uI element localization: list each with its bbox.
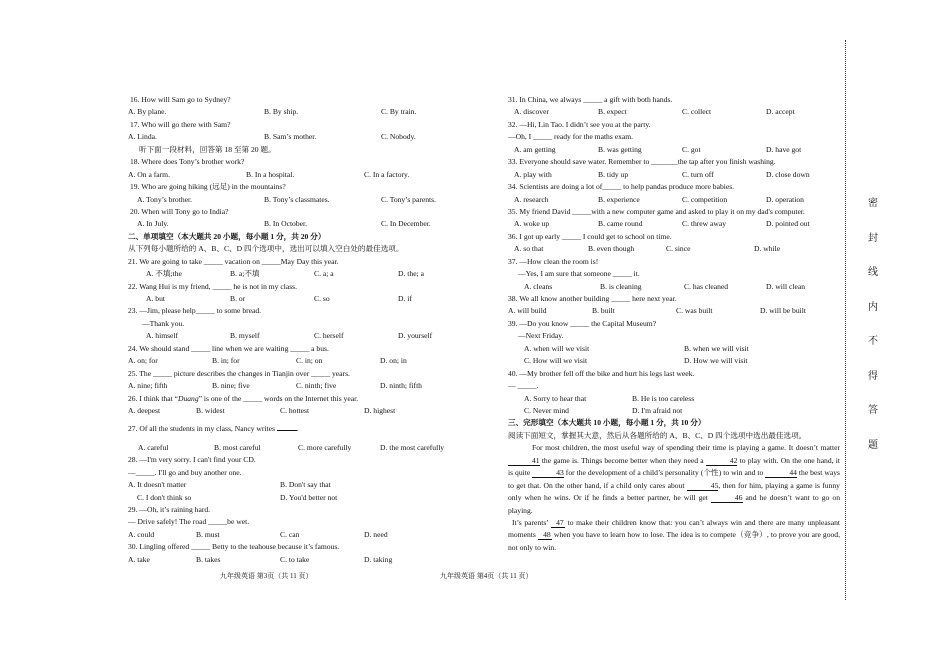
- option-d: D. operation: [766, 194, 804, 204]
- question-stem: 24. We should stand _____ line when we are waiting _____ a bus.: [128, 343, 329, 353]
- option-d: D. yourself: [398, 331, 433, 341]
- option-a: A. nine; fifth: [128, 381, 168, 391]
- option-c: C. Tony’s parents.: [381, 194, 437, 204]
- option-b: B. when we will visit: [684, 343, 749, 353]
- option-c: C. herself: [314, 331, 344, 341]
- option-a: A. himself: [146, 331, 179, 341]
- cloze-blank-46: 46: [711, 493, 743, 503]
- stem-text: 27. Of all the students in my class, Nancy writes: [128, 424, 275, 434]
- seal-dotted-line: [845, 40, 848, 600]
- seal-line-notice: [866, 194, 880, 470]
- question-stem: 21. We are going to take _____ vacation on _____May Day this year.: [128, 256, 339, 266]
- question-options: [128, 442, 473, 454]
- question-stem: 23. —Jim, please help_____ to some bread.: [128, 306, 262, 316]
- option-c: C. more carefully: [298, 442, 352, 452]
- question-stem: 34. Scientists are doing a lot of_____ to help pandas produce more babies.: [508, 182, 735, 192]
- option-b: B. in; for: [212, 356, 240, 366]
- question-options: [128, 355, 473, 367]
- question-stem-line2: —Thank you.: [142, 318, 185, 328]
- question-options: [508, 169, 840, 181]
- option-b: B. was getting: [598, 144, 642, 154]
- option-d: D. close down: [766, 169, 810, 179]
- question-stem: 40. —My brother fell off the bike and hurt his legs last week.: [508, 368, 695, 378]
- option-c: C. got: [682, 144, 701, 154]
- question-options: [128, 106, 473, 118]
- question-stem: [128, 393, 473, 405]
- option-a: A. By plane.: [128, 107, 167, 117]
- question-options: [508, 194, 840, 206]
- option-d: D. ninth; fifth: [380, 381, 422, 391]
- option-b: B. Sam’s mother.: [264, 132, 317, 142]
- option-d: D. How we will visit: [684, 356, 748, 366]
- option-c: C. in; on: [296, 356, 323, 366]
- option-b: B. expect: [598, 107, 627, 117]
- question-options: [128, 194, 473, 206]
- seal-char: 线: [868, 267, 878, 278]
- question-options: [128, 131, 473, 143]
- question-options: [128, 293, 473, 305]
- option-d: D. on; in: [380, 356, 407, 366]
- question-stem: 37. —How clean the room is!: [508, 256, 599, 266]
- option-b: B. In October.: [264, 219, 308, 229]
- question-options: [508, 305, 840, 317]
- cloze-blank-42: 42: [706, 456, 738, 466]
- question-stem: 28. —I'm very sorry. I can't find your CD.: [128, 455, 256, 465]
- option-a: A. Tony’s brother.: [137, 194, 193, 204]
- option-d: D. will be built: [760, 306, 806, 316]
- question-stem: 39. —Do you know _____ the Capital Museum?: [508, 318, 657, 328]
- page-footer-right: 九年级英语 第4页（共 11 页）: [440, 572, 533, 580]
- option-b: B. a;不填: [230, 269, 260, 279]
- option-d: D. will clean: [766, 281, 806, 291]
- question-stem: 17. Who will go there with Sam?: [130, 119, 231, 129]
- seal-char: 不: [868, 336, 878, 347]
- option-d: D. the; a: [398, 269, 424, 279]
- option-c: C. was built: [676, 306, 713, 316]
- option-c: C. competition: [682, 194, 728, 204]
- option-a: A. Sorry to hear that: [524, 393, 587, 403]
- question-stem-line2: — Drive safely! The road _____be wet.: [128, 517, 250, 527]
- option-b: B. Tony’s classmates.: [264, 194, 330, 204]
- option-c: C. so: [314, 294, 330, 303]
- option-c: C. threw away: [682, 219, 727, 229]
- option-a: A. woke up: [514, 219, 550, 229]
- option-c: C. a; a: [314, 269, 334, 279]
- question-stem: 31. In China, we always _____ a gift with both hands.: [508, 95, 673, 104]
- option-b: B. experience: [598, 194, 640, 204]
- section-title: 二、单项填空（本大题共 20 小题，每小题 1 分，共 20 分）: [128, 231, 326, 241]
- option-d: D. the most carefully: [380, 442, 445, 452]
- cloze-blank-41: 41: [508, 456, 540, 466]
- seal-char: 内: [868, 301, 878, 313]
- option-c: C. since: [666, 244, 691, 254]
- option-b: B. Don't say that: [280, 480, 331, 490]
- option-b: B. widest: [196, 405, 225, 415]
- option-c: C. ninth; five: [296, 381, 337, 391]
- option-a: A. 不填;the: [146, 269, 182, 279]
- question-options: [128, 169, 473, 181]
- option-b: B. even though: [588, 244, 635, 254]
- answer-blank: [277, 430, 297, 431]
- option-c: C. I don't think so: [137, 492, 192, 502]
- option-a: A. cleans: [524, 281, 553, 291]
- option-a: A. deepest: [128, 405, 161, 415]
- option-d: D. while: [754, 244, 781, 254]
- listening-note: 听下面一段材料，回答第 18 至第 20 题。: [139, 144, 276, 154]
- question-stem: [128, 423, 473, 435]
- question-stem-line2: — _____.: [508, 381, 539, 391]
- question-stem: 16. How will Sam go to Sydney?: [130, 95, 231, 104]
- option-a: A. could: [128, 529, 155, 539]
- option-c: C. to take: [280, 554, 310, 564]
- section-title: 三、完形填空（本大题共 10 小题，每小题 1 分，共 10 分）: [508, 418, 706, 428]
- question-stem: 32. —Hi, Lin Tao. I didn’t see you at the party.: [508, 119, 651, 129]
- question-options: [128, 554, 473, 566]
- option-d: D. I'm afraid not: [632, 405, 683, 415]
- seal-char: 得: [868, 370, 878, 382]
- option-b: B. is cleaning: [600, 281, 642, 291]
- option-b: B. most careful: [214, 442, 261, 452]
- question-stem: 18. Where does Tony’s brother work?: [130, 157, 245, 167]
- question-options: [508, 218, 840, 230]
- option-c: C. How will we visit: [524, 356, 588, 366]
- question-stem: 29. —Oh, it’s raining hard.: [128, 505, 211, 514]
- option-b: B. or: [230, 294, 246, 303]
- question-stem: 35. My friend David _____with a new computer game and asked to play it on my dad's computer.: [508, 206, 805, 216]
- option-c: C. can: [280, 529, 300, 539]
- option-d: D. if: [398, 294, 412, 303]
- option-c: C. Nobody.: [381, 132, 416, 142]
- option-a: A. so that: [514, 244, 544, 254]
- question-options: [508, 144, 840, 156]
- question-stem: 36. I got up early _____ I could get to school on time.: [508, 231, 672, 241]
- question-options: [508, 106, 840, 118]
- question-stem: 19. Who are going hiking (远足) in the mountains?: [130, 182, 286, 192]
- option-a: A. On a farm.: [128, 169, 170, 179]
- option-b: B. In a hospital.: [246, 169, 295, 179]
- option-a: A. In July.: [137, 219, 169, 229]
- option-b: B. built: [592, 306, 615, 316]
- question-options: [508, 243, 840, 255]
- option-b: B. By ship.: [264, 107, 299, 117]
- question-options: [508, 343, 840, 355]
- question-stem: 30. Lingling offered _____ Betty to the teahouse because it’s famous.: [128, 542, 340, 552]
- option-c: C. By train.: [381, 107, 417, 117]
- option-b: B. nine; five: [212, 381, 250, 391]
- option-b: B. myself: [230, 331, 260, 341]
- question-options: [508, 355, 840, 367]
- section-instruction: 从下列每小题所给的 A、B、C、D 四个选项中，选出可以填入空白处的最佳选项。: [128, 244, 404, 254]
- question-stem: 22. Wang Hui is my friend, _____ he is not in my class.: [128, 281, 298, 291]
- question-options: [128, 529, 473, 541]
- option-a: A. discover: [514, 107, 550, 117]
- cloze-blank-44: 44: [765, 468, 797, 478]
- option-a: A. Linda.: [128, 132, 157, 142]
- question-options: [128, 218, 473, 230]
- question-stem: 25. The _____ picture describes the changes in Tianjin over _____ years.: [128, 368, 350, 378]
- question-options: [128, 330, 473, 342]
- option-d: D. pointed out: [766, 219, 810, 229]
- option-c: C. collect: [682, 107, 712, 117]
- question-options: [128, 479, 473, 491]
- question-stem: 38. We all know another building _____ here next year.: [508, 294, 677, 303]
- option-d: D. have got: [766, 144, 802, 154]
- seal-char: 题: [868, 439, 878, 451]
- left-column: [128, 94, 473, 566]
- stem-text: .: [296, 424, 299, 434]
- option-c: C. turn off: [682, 169, 714, 179]
- option-c: C. In December.: [381, 219, 431, 229]
- section-instruction: 阅读下面短文，掌握其大意，然后从各题所给的 A、B、C、D 四个选项中选出最佳选项。: [508, 430, 807, 440]
- seal-char: 答: [868, 405, 878, 416]
- option-a: A. take: [128, 554, 150, 564]
- cloze-blank-45: 45: [687, 481, 719, 491]
- seal-char: 密: [868, 198, 878, 209]
- question-stem: 33. Everyone should save water. Remember to _______the tap after you finish washing.: [508, 157, 776, 167]
- option-b: B. tidy up: [598, 169, 629, 179]
- question-options: [508, 405, 840, 417]
- page-footer-left: 九年级英语 第3页（共 11 页）: [220, 572, 313, 580]
- option-b: B. came round: [598, 219, 643, 229]
- option-a: A. research: [514, 194, 549, 204]
- question-options: [128, 405, 473, 417]
- option-c: C. Never mind: [524, 405, 569, 415]
- question-stem-line2: —Yes, I am sure that someone _____ it.: [518, 269, 640, 279]
- question-options: [128, 268, 473, 280]
- option-d: D. accept: [766, 107, 795, 117]
- question-options: [508, 281, 840, 293]
- option-d: D. You'd better not: [280, 492, 338, 502]
- question-options: [128, 380, 473, 392]
- seal-char: 封: [868, 232, 878, 244]
- option-a: A. will build: [508, 306, 547, 316]
- cloze-passage-paragraph-2: It’s parents’ 47 to make their children know that: you can’t always win and there are many unpleasant moments 48 when you have to learn how to lose. The idea is to compete（竞争）, to prove you are good, not only to win.: [508, 517, 840, 552]
- cloze-passage-paragraph-1: For most children, the most useful way of spending their time is playing a game. It doesn’t matter 41 the game is. Things become better when they need a 42 to play with. On the one hand, it is quite 43 for the development of a child’s personality (个性) to win and to 44 the best ways to get that. On the other hand, if a child only cares about 45, then for him, playing a game is funny only when he wins. Or if he finds a better partner, he will get 46 and he doesn’t want to go on playing.: [508, 443, 840, 515]
- cloze-blank-47: 47: [551, 518, 565, 528]
- option-b: B. must: [196, 529, 220, 539]
- option-d: D. taking: [364, 554, 393, 564]
- option-c: C. hottest: [280, 405, 310, 415]
- option-a: A. am getting: [514, 144, 556, 154]
- question-stem-line2: —Oh, I _____ ready for the maths exam.: [508, 132, 634, 142]
- option-c: C. has cleaned: [684, 281, 729, 291]
- option-a: A. It doesn't matter: [128, 480, 187, 490]
- stem-text: 26. I think that “: [128, 393, 178, 403]
- question-stem: 20. When will Tony go to India?: [130, 206, 229, 216]
- stem-keyword: Duang: [177, 393, 199, 403]
- option-c: C. In a factory.: [364, 169, 410, 179]
- option-a: A. play with: [514, 169, 552, 179]
- cloze-blank-48: 48: [538, 530, 552, 540]
- question-options: [128, 492, 473, 504]
- question-stem-line2: —_____. I'll go and buy another one.: [128, 467, 242, 477]
- option-a: A. when will we visit: [524, 343, 590, 353]
- stem-text: ” is one of the _____ words on the Internet this year.: [198, 393, 359, 403]
- right-column: [508, 94, 840, 554]
- question-stem-line2: —Next Friday.: [518, 331, 564, 341]
- option-b: B. He is too careless: [632, 393, 695, 403]
- cloze-blank-43: 43: [532, 468, 564, 478]
- option-a: A. on; for: [128, 356, 158, 366]
- option-a: A. but: [146, 294, 165, 303]
- option-d: D. need: [364, 529, 388, 539]
- question-options: [508, 393, 840, 405]
- option-a: A. careful: [138, 442, 169, 452]
- option-b: B. takes: [196, 554, 221, 564]
- option-d: D. highest: [364, 405, 396, 415]
